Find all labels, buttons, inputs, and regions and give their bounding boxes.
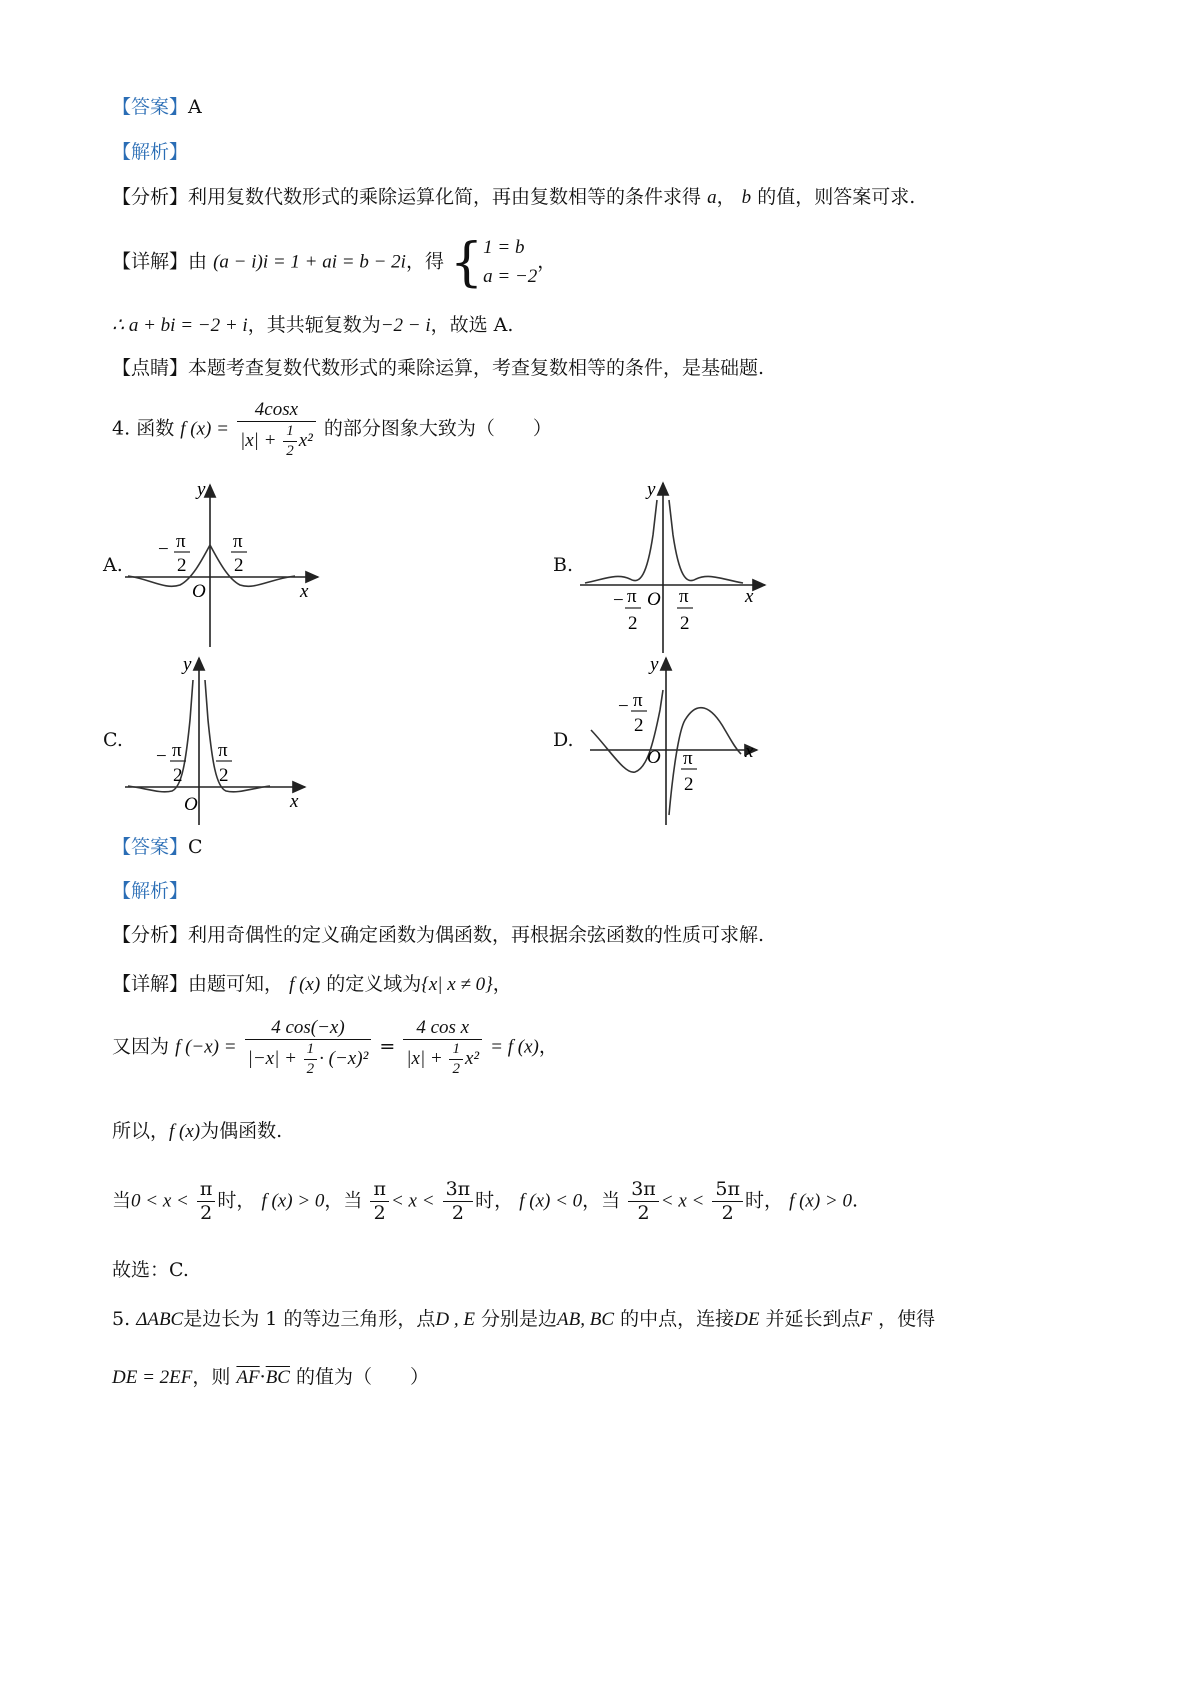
graph-a [120,475,330,660]
fenxi-text: 利用奇偶性的定义确定函数为偶函数，再根据余弦函数的性质可求解. [188,924,765,946]
function-fraction [237,400,316,459]
curve-left [585,500,657,583]
comma: ， [492,973,512,995]
pi-label: π [679,586,689,607]
q5-stem-line-1 [112,1310,935,1329]
q3-jiexi-line [112,143,188,162]
half-num: 1 [283,424,297,442]
den: 2 [721,1202,734,1224]
c2-frac-a [370,1180,389,1223]
shi: 时， [475,1189,514,1212]
y-label: y [650,654,659,675]
system-line-1: 1 = b [483,237,525,258]
num: 3π [443,1180,474,1202]
minus-sign: − [618,696,629,717]
q5-stem-line-2 [112,1368,429,1387]
answer-tag: 【答案】 [112,96,189,118]
equation-system [483,234,537,291]
shi: 时， [745,1189,784,1212]
two-label: 2 [684,774,694,795]
fx: f (x) [169,1121,201,1142]
fenxi-text: 利用复数代数形式的乘除运算化简，再由复数相等的条件求得 [188,186,702,208]
option-d-label: D. [553,729,574,751]
period: . [852,1189,859,1212]
y-label: y [197,479,206,500]
xiangjie-tag: 【详解】 [112,973,189,995]
fx: f (x) [289,974,321,995]
origin-label: O [192,581,206,602]
xiangjie-tag: 【详解】 [112,250,189,273]
c3-frac-b [712,1180,743,1223]
c2-result: f (x) < 0 [519,1190,583,1212]
q3-answer-line [112,98,202,117]
q3-dianjing-line [112,359,764,378]
segment-de: DE [734,1309,760,1330]
therefore-text: ，其共轭复数为 [247,314,381,336]
curve [128,545,295,586]
minus-sign: − [158,539,169,560]
fenxi-tag: 【分析】 [112,924,189,946]
answer-value: A [188,96,202,118]
q4-guxuan-line [112,1261,189,1280]
half-den: 2 [286,443,294,459]
pi-label: π [627,586,637,607]
y-label: y [183,654,192,675]
half [283,424,297,459]
answer-value: C [188,836,203,858]
two-label: 2 [628,613,638,634]
var-b: b [741,187,752,208]
half [304,1042,318,1077]
f2-fraction [403,1018,482,1077]
var-a: a [707,187,717,208]
text-4: 并延长到点 [765,1308,861,1330]
equals: = [379,1035,396,1058]
two-label: 2 [234,555,244,576]
dianjing-tag: 【点睛】 [112,357,189,379]
den: 2 [200,1202,213,1224]
pi-label: π [176,531,186,552]
dot: · [259,1366,266,1388]
text-you: 由 [188,250,208,273]
option-b-label: B. [553,554,574,576]
two-label: 2 [177,555,187,576]
origin-label: O [647,589,661,610]
domain-expr: {x| x ≠ 0} [421,974,493,995]
comma: ， [538,1035,558,1058]
den-right: · (−x)² [319,1047,369,1069]
c1-result: f (x) > 0 [261,1190,325,1212]
q4-sign-line [112,1180,858,1223]
two-label: 2 [634,715,644,736]
complex-equation: (a − i)i = 1 + ai = b − 2i [213,251,406,273]
c1-left: 0 < x < [131,1190,189,1212]
option-c-label: C. [103,729,123,751]
dang-sep: ，当 [582,1189,621,1212]
curve-right [669,500,743,583]
therefore-text-2: ，故选 A. [430,314,514,336]
fenxi-text-2: 的值，则答案可求. [757,186,916,208]
half [449,1042,463,1077]
q4-xiangjie-line [112,975,512,994]
stem-text: 函数 [136,417,175,440]
fneg-fraction [245,1018,372,1077]
c1-frac [197,1180,216,1223]
pi-label: π [683,748,693,769]
half-den: 2 [452,1061,460,1077]
question-number: 5. [112,1308,131,1330]
c2-frac-b [443,1180,474,1223]
fneg-lhs: f (−x) = [175,1036,237,1058]
q4-fenxi-line [112,926,764,945]
separator: ， [716,186,736,208]
den-left: |x| + [406,1047,443,1069]
f2-numerator: 4 cos x [403,1018,482,1040]
denominator [237,422,316,459]
guxuan-text: 故选：C. [112,1259,189,1281]
den-left: |x| + [239,429,277,451]
curve-right [205,680,270,792]
text-6: ，则 [192,1366,231,1388]
option-a-label: A. [103,554,123,576]
two-label: 2 [173,765,183,786]
stem-text-2: 的部分图象大致为（ ） [323,417,552,440]
q4-jiexi-line [112,882,188,901]
comma: ， [537,250,557,273]
text-7: 的值为（ ） [296,1366,430,1388]
origin-label: O [184,794,198,815]
q3-therefore-line [112,316,513,335]
numerator: 4cosx [237,400,316,422]
f-lhs: f (x) = [180,418,229,440]
text-3: 的中点，连接 [620,1308,735,1330]
xiangjie-text: 由题可知， [188,973,284,995]
suoyi-text: 所以， [112,1120,170,1142]
youyinwei-text: 又因为 [112,1035,170,1058]
den-left: |−x| + [247,1047,297,1069]
half-den: 2 [306,1061,315,1077]
pi-label: π [633,690,643,711]
c3-frac-a [628,1180,659,1223]
conjugate-expr: −2 − i [380,315,431,336]
graph-c [120,650,330,835]
question-number: 4. [112,417,131,440]
minus-sign: − [613,590,624,611]
den: 2 [373,1202,386,1224]
f2-denominator [403,1040,482,1077]
dang: 当 [112,1189,132,1212]
text-de: ，得 [405,250,444,273]
graph-d [585,650,775,835]
den: 2 [451,1202,464,1224]
x-label: x [745,741,754,762]
pi-label: π [172,740,182,761]
den-right: x² [298,429,313,451]
origin-label: O [647,747,661,768]
condition: DE = 2EF [112,1367,193,1388]
c2-mid: < x < [390,1190,435,1212]
c3-mid: < x < [660,1190,705,1212]
den-right: x² [464,1047,480,1069]
text-2: 分别是边 [481,1308,558,1330]
q4-answer-line [112,838,203,857]
point-f: F [860,1309,873,1330]
suoyi-text-2: 为偶函数. [200,1120,283,1142]
jiexi-tag: 【解析】 [112,141,189,163]
q3-xiangjie-line [112,234,556,291]
answer-tag: 【答案】 [112,836,189,858]
q4-stem [112,400,552,459]
x-label: x [290,791,299,812]
den: 2 [637,1202,650,1224]
q4-even-proof-line [112,1018,558,1077]
fneg-denominator [245,1040,372,1077]
fenxi-tag: 【分析】 [112,186,189,208]
jiexi-tag: 【解析】 [112,880,189,902]
y-label: y [647,479,656,500]
eq-rhs: = f (x) [490,1036,539,1058]
pi-label: π [218,740,228,761]
num: π [197,1180,216,1202]
curve-right [669,708,741,815]
edges: AB, BC [557,1309,615,1330]
triangle: ΔABC [136,1309,184,1330]
two-label: 2 [219,765,229,786]
two-label: 2 [680,613,690,634]
minus-sign: − [156,746,167,767]
points-de: D , E [435,1309,475,1330]
pi-label: π [233,531,243,552]
q3-fenxi-line [112,188,915,207]
graph-b [575,475,785,660]
q4-even-line [112,1122,282,1141]
system-line-2: a = −2 [483,265,538,287]
therefore-expr: ∴ a + bi = −2 + i [112,315,248,336]
half-num: 1 [449,1042,463,1060]
curve-left [128,680,193,792]
half-num: 1 [304,1042,318,1060]
c3-result: f (x) > 0 [789,1190,852,1212]
dianjing-text: 本题考查复数代数形式的乘除运算，考查复数相等的条件，是基础题. [188,357,765,379]
text-1: 是边长为 1 的等边三角形，点 [183,1308,436,1330]
brace: { [450,232,484,293]
num: 5π [712,1180,743,1202]
text-5: ，使得 [878,1308,936,1330]
vector-bc: $\overline{BC}$ [265,1367,290,1388]
x-label: x [745,586,754,607]
fneg-numerator: 4 cos(−x) [245,1018,372,1040]
vector-af: $\overline{AF}$ [236,1367,260,1388]
num: 3π [628,1180,659,1202]
x-label: x [300,581,309,602]
num: π [370,1180,389,1202]
shi: 时， [217,1189,256,1212]
dang-sep: ，当 [324,1189,363,1212]
xiangjie-text-2: 的定义域为 [326,973,422,995]
